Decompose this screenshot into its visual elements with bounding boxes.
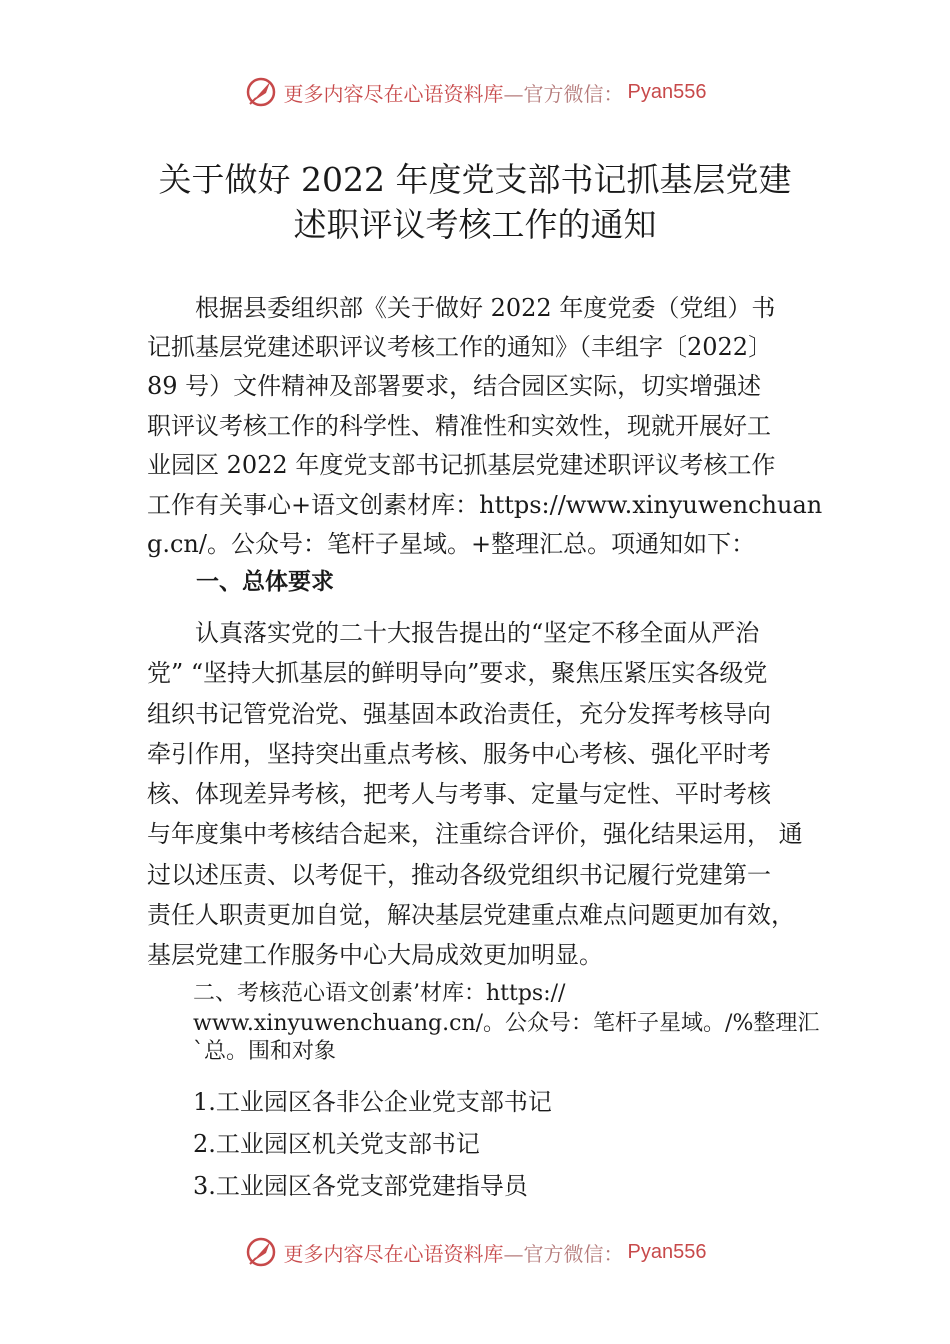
intro-line: 业园区 2022 年度党支部书记抓基层党建述职评议考核工作 [147,451,776,479]
section-1-line: 过以述压责、以考促干，推动各级党组织书记履行党建第一 [147,861,771,889]
watermark-separator-text: —官方微信： [503,81,624,106]
section-1-line: 牵引作用，坚持突出重点考核、服务中心考核、强化平时考 [147,740,771,768]
quill-logo-icon [244,1235,278,1269]
section-1-heading: 一、总体要求 [196,569,334,595]
intro-line: 记抓基层党建述职评议考核工作的通知》（丰组字〔2022〕 [147,333,773,361]
list-item: 3.工业园区各党支部党建指导员 [193,1172,528,1200]
intro-line: 根据县委组织部《关于做好 2022 年度党委（党组）书 [147,294,776,322]
section-1-line: 基层党建工作服务中心大局成效更加明显。 [147,941,603,969]
list-item: 2.工业园区机关党支部书记 [193,1130,480,1158]
section-1-line: 责任人职责更加自觉，解决基层党建重点难点问题更加有效， [147,901,795,929]
intro-line: 工作有关事心+语文创素材库：https://www.xinyuwenchuan [147,491,823,519]
section-1-line: 认真落实党的二十大报告提出的“坚定不移全面从严治 [147,619,760,647]
section-1-line: 核、体现差异考核，把考人与考事、定量与定性、平时考核 [147,780,771,808]
intro-line: 职评议考核工作的科学性、精准性和实效性，现就开展好工 [147,412,771,440]
watermark-wechat-id: Pyan556 [627,80,707,103]
watermark-main-text: 更多内容尽在心语资料库 [283,1241,504,1266]
intro-line: g.cn/。公众号：笔杆子星域。+整理汇总。项通知如下： [147,530,756,558]
document-title-line-1: 关于做好 2022 年度党支部书记抓基层党建 [158,160,792,199]
section-2-heading-line: www.xinyuwenchuang.cn/。公众号：笔杆子星域。/%整理汇 [193,1011,820,1036]
intro-line: 89 号）文件精神及部署要求，结合园区实际，切实增强述 [147,372,762,400]
watermark-wechat-id: Pyan556 [627,1240,707,1263]
section-1-line: 党” “坚持大抓基层的鲜明导向”要求，聚焦压紧压实各级党 [147,659,768,687]
section-2-heading-line: 二、考核范心语文创素’材库：https:// [193,981,566,1006]
watermark-banner-top [0,72,950,112]
watermark-banner-bottom [0,1232,950,1272]
watermark-separator-text: —官方微信： [503,1241,624,1266]
section-1-line: 组织书记管党治党、强基固本政治责任，充分发挥考核导向 [147,700,771,728]
quill-logo-icon [244,75,278,109]
list-item: 1.工业园区各非公企业党支部书记 [193,1088,552,1116]
document-title-line-2: 述职评议考核工作的通知 [293,205,657,244]
section-2-heading-line: `总。围和对象 [193,1039,337,1064]
section-1-line: 与年度集中考核结合起来，注重综合评价，强化结果运用， 通 [147,820,803,848]
watermark-main-text: 更多内容尽在心语资料库 [283,81,504,106]
